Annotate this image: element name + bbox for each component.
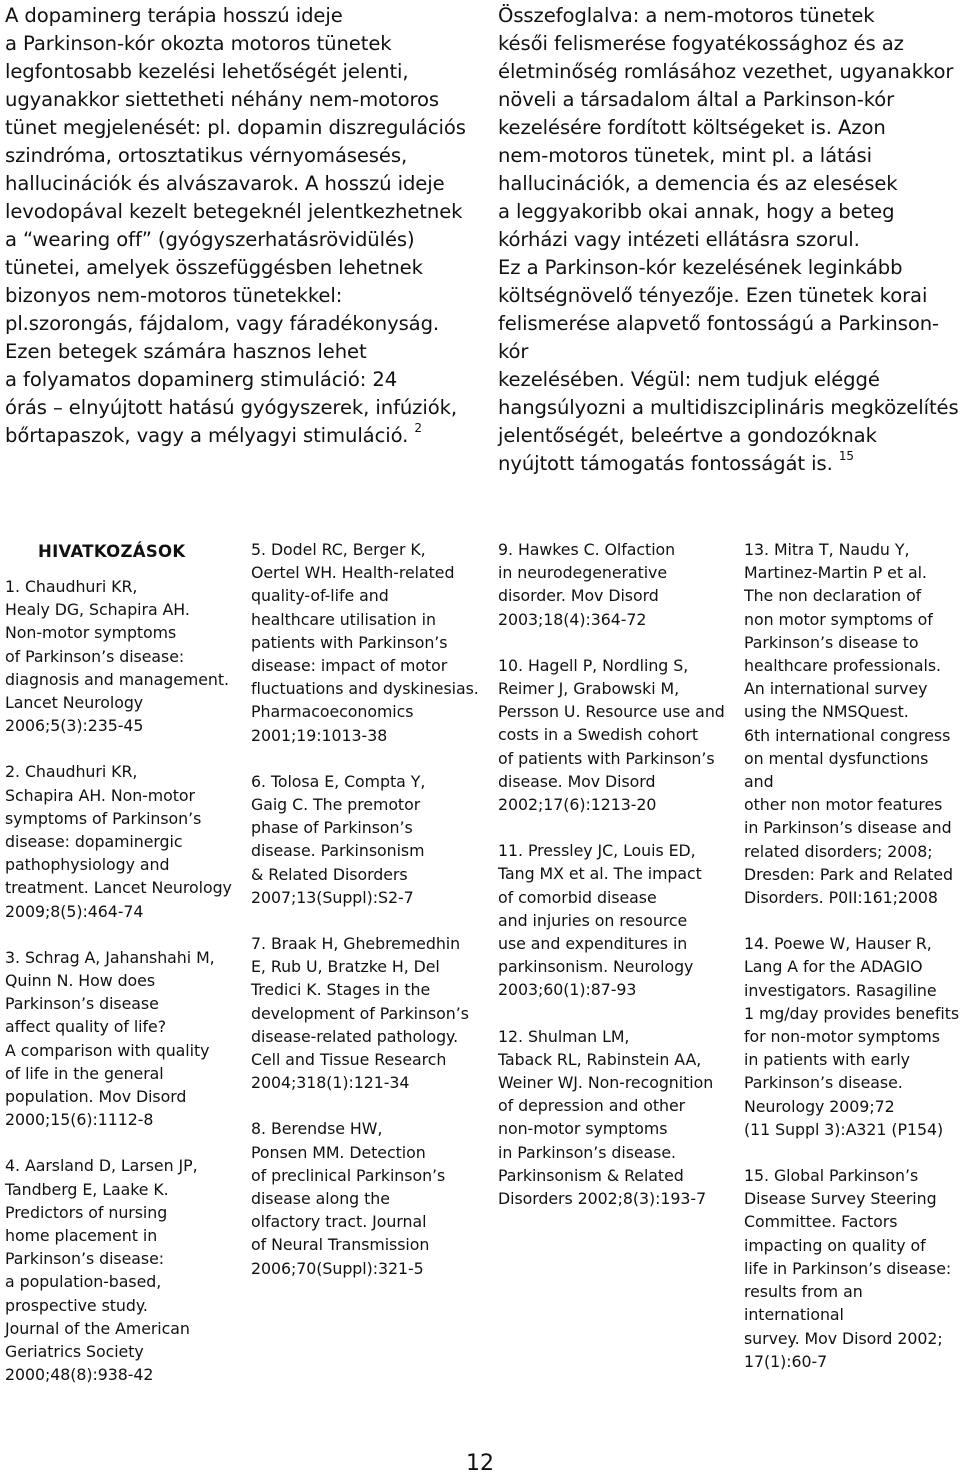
body-paragraph-left [5,2,467,450]
body-column-left [5,2,467,450]
reference-item: 13. Mitra T, Naudu Y, Martinez-Martin P et al. The non declaration of non motor symptoms of Parkinson’s disease to healthcare professionals. An international survey using the NMSQuest. 6th international congress on mental dysfunctions and other non motor features in Parkinson’s disease and related disorders; 2008; Dresden: Park and Related Disorders. P0II:161;2008 [744,540,954,908]
reference-item: 9. Hawkes C. Olfaction in neurodegenerative disorder. Mov Disord 2003;18(4):364-72 [498,540,676,629]
reference-item: 15. Global Parkinson’s Disease Survey Steering Committee. Factors impacting on quality of life in Parkinson’s disease: results from an international survey. Mov Disord 2002; 17(1):60-7 [744,1166,952,1371]
reference-item: 10. Hagell P, Nordling S, Reimer J, Grabowski M, Persson U. Resource use and costs in a Swedish cohort of patients with Parkinson’s disease. Mov Disord 2002;17(6):1213-20 [498,655,725,815]
reference-item: 6. Tolosa E, Compta Y, Gaig C. The premotor phase of Parkinson’s disease. Parkinsonism & Related Disorders 2007;13(Suppl):S2-7 [251,771,426,907]
body-text-right: Összefoglalva: a nem-motoros tünetek késői felismerése fogyatékossághoz és az életminőség romlásához vezethet, ugyanakkor növeli a társadalom által a Parkinson-kór kezelésére fordított költségeket is. Azon nem-motoros tünetek, mint pl. a látási hallucinációk, a demencia és az elesések a leggyakoribb okai annak, hogy a beteg kórházi vagy intézeti ellátásra szorul. Ez a Parkinson-kór kezelésének leginkább költségnövelő tényezője. Ezen tünetek korai felismerése alapvető fontosságú a Parkinson-kór kezelésében. Végül: nem tudjuk eléggé hangsúlyozni a multidiszciplináris megközelítés jelentőségét, beleértve a gondozóknak nyújtott támogatás fontosságát is. [498,4,959,475]
citation-superscript: 2 [414,421,422,436]
reference-item: 14. Poewe W, Hauser R, Lang A for the ADAGIO investigators. Rasagiline 1 mg/day provides benefits for non-motor symptoms in patients with early Parkinson’s disease. Neurology 2009;72 (11 Suppl 3):A321 (P154) [744,934,960,1139]
reference-item: 8. Berendse HW, Ponsen MM. Detection of preclinical Parkinson’s disease along the olfactory tract. Journal of Neural Transmission 2006;70(Suppl):321-5 [251,1119,446,1278]
references-heading: HIVATKOZÁSOK [38,542,186,561]
reference-item: 7. Braak H, Ghebremedhin E, Rub U, Bratzke H, Del Tredici K. Stages in the development of Parkinson’s disease-related pathology. Cell and Tissue Research 2004;318(1):121-34 [251,934,469,1093]
body-paragraph-right [498,2,960,478]
reference-item: 5. Dodel RC, Berger K, Oertel WH. Health-related quality-of-life and healthcare utilisation in patients with Parkinson’s disease: impact of motor fluctuations and dyskinesias. Pharmacoeconomics 2001;19:1013-38 [251,540,479,745]
reference-item: 3. Schrag A, Jahanshahi M, Quinn N. How does Parkinson’s disease affect quality of life? A comparison with quality of life in the general population. Mov Disord 2000;15(6):1112-8 [5,947,215,1130]
references-column-3 [498,538,728,1233]
references-column-2 [251,538,481,1303]
body-column-right [498,2,960,478]
reference-item: 2. Chaudhuri KR, Schapira AH. Non-motor symptoms of Parkinson’s disease: dopaminergic pathophysiology and treatment. Lancet Neurology 2009;8(5):464-74 [5,762,232,921]
page-number: 12 [466,1451,494,1476]
reference-item: 4. Aarsland D, Larsen JP, Tandberg E, Laake K. Predictors of nursing home placement in Parkinson’s disease: a population-based, prospective study. Journal of the American Geriatrics Society 2000;48(8):938-42 [5,1156,198,1385]
reference-item: 12. Shulman LM, Taback RL, Rabinstein AA, Weiner WJ. Non-recognition of depression and other non-motor symptoms in Parkinson’s disease. Parkinsonism & Related Disorders 2002;8(3):193-7 [498,1026,714,1209]
references-column-4 [744,538,959,1396]
reference-item: 1. Chaudhuri KR, Healy DG, Schapira AH. Non-motor symptoms of Parkinson’s disease: diagnosis and management. Lancet Neurology 2006;5(3):235-45 [5,577,230,736]
reference-item: 11. Pressley JC, Louis ED, Tang MX et al. The impact of comorbid disease and injuries on resource use and expenditures in parkinsonism. Neurology 2003;60(1):87-93 [498,841,702,1000]
references-column-1 [5,538,235,1410]
body-text-left: A dopaminerg terápia hosszú ideje a Parkinson-kór okozta motoros tünetek legfontosabb kezelési lehetőségét jelenti, ugyanakkor siettetheti néhány nem-motoros tünet megjelenését: pl. dopamin diszregulációs szindróma, ortosztatikus vérnyomásesés, hallucinációk és alvászavarok. A hosszú ideje levodopával kezelt betegeknél jelentkezhetnek a “wearing off” (gyógyszerhatásrövidülés) tünetei, amelyek összefüggésben lehetnek bizonyos nem-motoros tünetekkel: pl.szorongás, fájdalom, vagy fáradékonyság. Ezen betegek számára hasznos lehet a folyamatos dopaminerg stimuláció: 24 órás – elnyújtott hatású gyógyszerek, infúziók, bőrtapaszok, vagy a mélyagyi stimuláció. [5,4,466,447]
citation-superscript: 15 [838,449,854,464]
